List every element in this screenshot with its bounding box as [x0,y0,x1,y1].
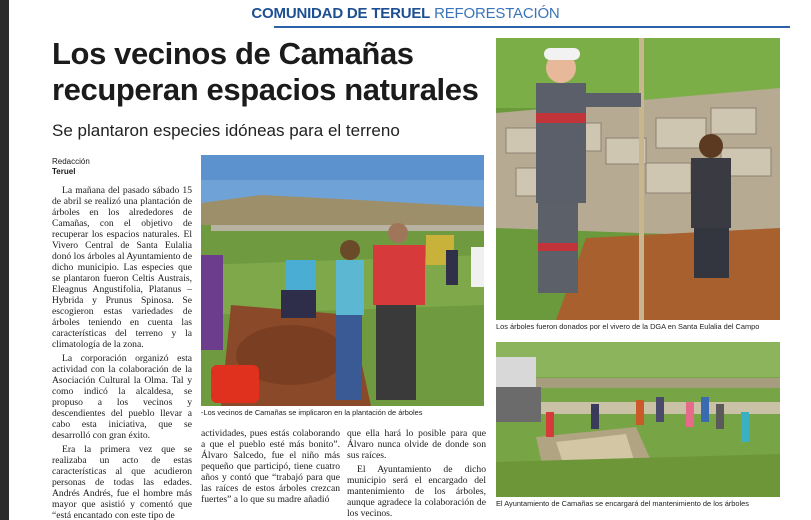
top-right-photo [496,38,780,320]
center-photo-caption: -Los vecinos de Camañas se implicaron en la plantación de árboles [201,408,423,417]
byline-role: Redacción [52,157,90,166]
paragraph: El Ayuntamiento de dicho municipio será el encargado del mantenimiento de los árboles, aunque agradece la colaboración de los vecinos. [347,464,486,519]
section-header [0,5,811,22]
top-right-photo-caption: Los árboles fueron donados por el vivero de la DGA en Santa Eulalia del Campo [496,322,760,331]
subheadline: Se plantaron especies idóneas para el terreno [52,121,400,140]
headline-line-1: Los vecinos de Camañas [52,36,414,71]
article-column-2 [201,428,340,520]
headline-line-2: recuperan espacios naturales [52,72,479,107]
paragraph: La mañana del pasado sábado 15 de abril se realizó una plantación de árboles en los alrededores de Camañas, con el objetivo de recuperar los espacios naturales. El Vivero Central de Santa Eulalia donó los árboles al Ayuntamiento de dicho municipio. Las especies que se plantaron fueron Celtis Austrais, Eleagnus Angustifolia, Platanus –Hybrida y Prunus Spinosa. Se escogieron estas variedades de árboles teniendo en cuenta las características del terreno y la climatología de la zona. [52,185,192,350]
paragraph: actividades, pues estás colaborando a que el pueblo esté más bonito”. Álvaro Salcedo, fue el niño más pequeño que participó, tiene cuatro años y contó que “trabajó para que las raíces de estos árboles crezcan fuertes” a lo que su madre añadió [201,428,340,505]
article-column-3 [347,428,486,520]
tree-planting-photo [201,155,484,406]
section-name: COMUNIDAD DE TERUEL [251,5,431,22]
paragraph: que ella hará lo posible para que Álvaro nunca olvide de donde son sus raíces. [347,428,486,461]
page-edge-bar [0,0,9,520]
article-column-1 [52,185,192,520]
byline-place: Teruel [52,167,76,176]
bottom-right-photo [496,342,780,497]
section-rule [274,26,790,28]
nursery-photo [496,38,780,320]
paragraph: La corporación organizó esta actividad con la colaboración de la Asociación Cultural la Olma. Tal y como indicó la alcaldesa, se propuso a los vecinos y descendientes del pueblo llevar a cabo esta iniciativa, que se desarrolló con gran éxito. [52,353,192,441]
center-photo [201,155,484,406]
bottom-right-photo-caption: El Ayuntamiento de Camañas se encargará del mantenimiento de los árboles [496,499,749,508]
byline [52,157,90,177]
section-topic: REFORESTACIÓN [434,5,560,22]
paragraph: Era la primera vez que se realizaba un acto de estas características al que acudieron personas de todas las edades. Andrés Andrés, fue el hombre más mayor que asistió y comentó que “está encantado con este tipo de [52,444,192,520]
headline [52,36,492,108]
group-photo [496,342,780,497]
